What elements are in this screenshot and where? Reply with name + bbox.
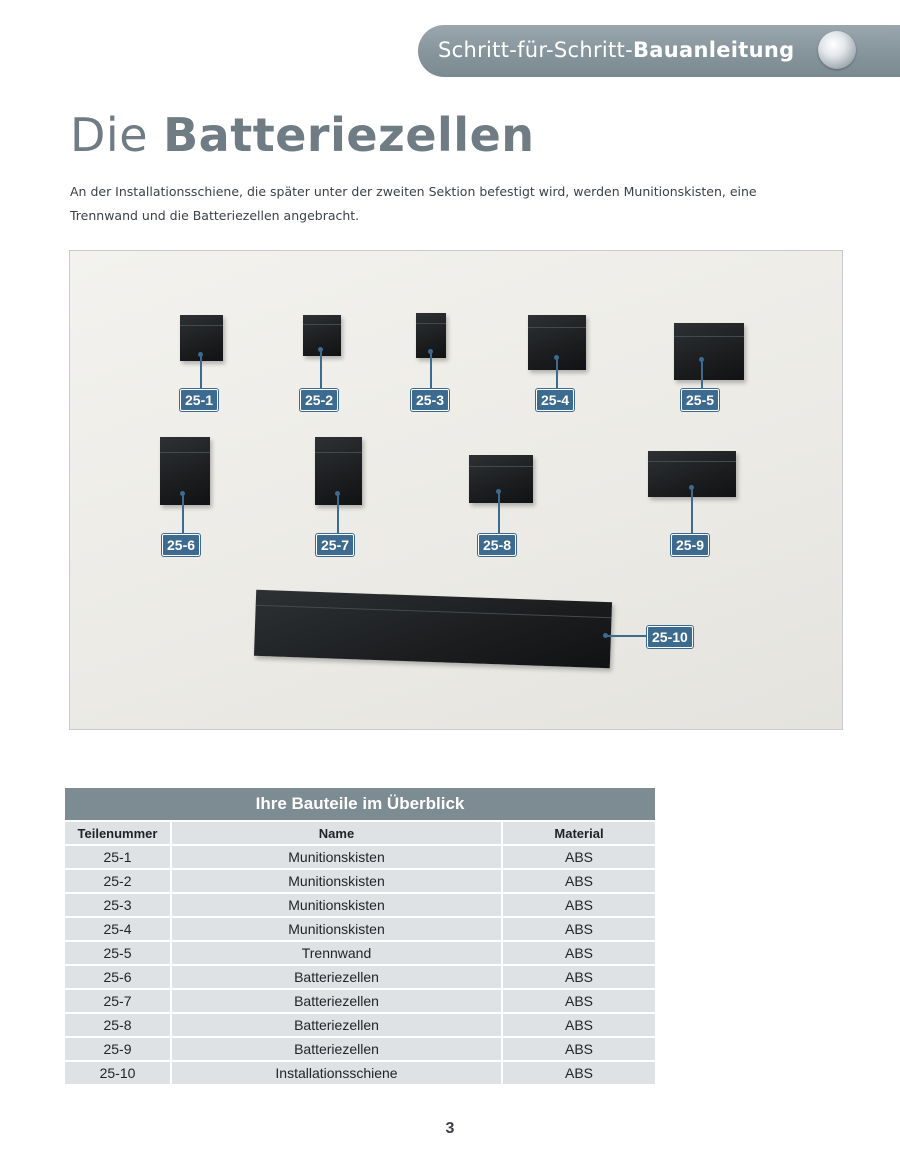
header-orb-icon <box>818 31 856 69</box>
cell-material: ABS <box>503 894 655 916</box>
cell-part-number: 25-9 <box>65 1038 172 1060</box>
table-row <box>65 942 655 964</box>
leader-line-25-1 <box>200 355 202 389</box>
cell-material: ABS <box>503 870 655 892</box>
parts-table-caption: Ihre Bauteile im Überblick <box>65 788 655 820</box>
table-row <box>65 894 655 916</box>
cell-material: ABS <box>503 1038 655 1060</box>
leader-line-25-2 <box>320 350 322 389</box>
cell-material: ABS <box>503 846 655 868</box>
leader-line-25-3 <box>430 352 432 389</box>
header-title-regular: Schritt-für-Schritt- <box>438 38 633 62</box>
leader-line-25-5 <box>701 360 703 389</box>
table-row <box>65 990 655 1012</box>
cell-material: ABS <box>503 942 655 964</box>
cell-material: ABS <box>503 1062 655 1084</box>
part-25-10-image <box>254 590 612 668</box>
part-label-25-7: 25-7 <box>316 534 354 556</box>
cell-name: Batteriezellen <box>172 1014 503 1036</box>
column-header-name: Name <box>172 822 503 844</box>
cell-name: Batteriezellen <box>172 1038 503 1060</box>
page-title-regular: Die <box>70 108 164 162</box>
cell-name: Munitionskisten <box>172 870 503 892</box>
parts-table <box>65 788 655 1086</box>
table-header-row <box>65 822 655 844</box>
cell-name: Munitionskisten <box>172 846 503 868</box>
cell-part-number: 25-5 <box>65 942 172 964</box>
cell-name: Batteriezellen <box>172 966 503 988</box>
part-label-25-1: 25-1 <box>180 389 218 411</box>
part-25-6-image <box>160 437 210 505</box>
cell-name: Munitionskisten <box>172 918 503 940</box>
cell-part-number: 25-7 <box>65 990 172 1012</box>
intro-text: An der Installationsschiene, die später unter der zweiten Sektion befestigt wird, werden Munitionskisten, eine Trennwand und die Batteriezellen angebracht. <box>70 184 757 223</box>
leader-line-25-10 <box>607 635 648 637</box>
page-title <box>70 108 535 162</box>
cell-name: Batteriezellen <box>172 990 503 1012</box>
part-label-25-2: 25-2 <box>300 389 338 411</box>
part-25-8-image <box>469 455 533 503</box>
cell-material: ABS <box>503 966 655 988</box>
header-title <box>438 38 794 62</box>
part-label-25-6: 25-6 <box>162 534 200 556</box>
table-row <box>65 1062 655 1084</box>
leader-line-25-6 <box>182 494 184 534</box>
cell-name: Installationsschiene <box>172 1062 503 1084</box>
cell-part-number: 25-3 <box>65 894 172 916</box>
page-title-bold: Batteriezellen <box>163 108 535 162</box>
table-row <box>65 918 655 940</box>
cell-part-number: 25-4 <box>65 918 172 940</box>
cell-part-number: 25-2 <box>65 870 172 892</box>
cell-material: ABS <box>503 990 655 1012</box>
part-label-25-5: 25-5 <box>681 389 719 411</box>
part-label-25-10: 25-10 <box>647 626 693 648</box>
column-header-material: Material <box>503 822 655 844</box>
cell-name: Munitionskisten <box>172 894 503 916</box>
cell-material: ABS <box>503 918 655 940</box>
table-row <box>65 846 655 868</box>
table-row <box>65 1014 655 1036</box>
leader-line-25-7 <box>337 494 339 534</box>
leader-line-25-4 <box>556 358 558 389</box>
part-label-25-4: 25-4 <box>536 389 574 411</box>
leader-line-25-8 <box>498 492 500 534</box>
part-label-25-8: 25-8 <box>478 534 516 556</box>
cell-material: ABS <box>503 1014 655 1036</box>
cell-part-number: 25-6 <box>65 966 172 988</box>
header-title-bold: Bauanleitung <box>632 38 795 62</box>
column-header-teilenummer: Teilenummer <box>65 822 172 844</box>
table-row <box>65 1038 655 1060</box>
parts-photo <box>69 250 843 730</box>
part-label-25-9: 25-9 <box>671 534 709 556</box>
table-row <box>65 870 655 892</box>
cell-part-number: 25-10 <box>65 1062 172 1084</box>
leader-line-25-9 <box>691 488 693 534</box>
part-25-5-image <box>674 323 744 380</box>
page-number: 3 <box>445 1120 455 1137</box>
cell-name: Trennwand <box>172 942 503 964</box>
part-label-25-3: 25-3 <box>411 389 449 411</box>
table-row <box>65 966 655 988</box>
cell-part-number: 25-8 <box>65 1014 172 1036</box>
cell-part-number: 25-1 <box>65 846 172 868</box>
